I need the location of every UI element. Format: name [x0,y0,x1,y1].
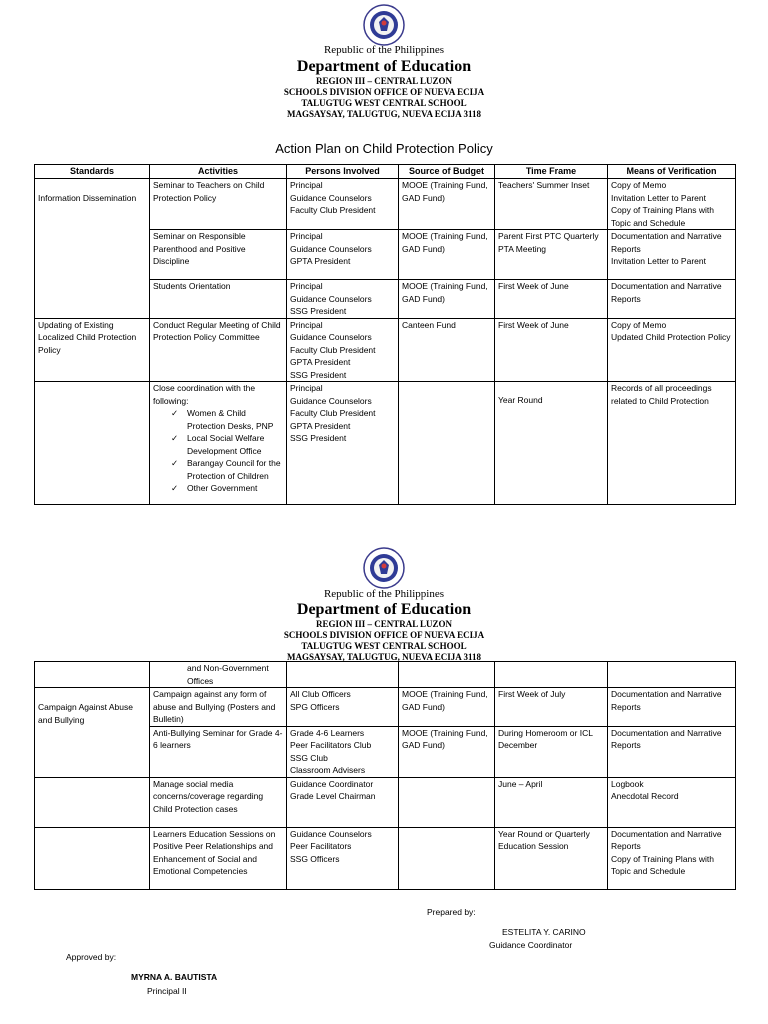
timeframe-cell: Parent First PTC Quarterly PTA Meeting [495,230,608,280]
person-item: Guidance Counselors [290,332,372,342]
deped-seal-logo [363,4,405,46]
coordination-checklist [153,407,283,495]
verification-item: Logbook [611,778,644,789]
address-text: MAGSAYSAY, TALUGTUG, NUEVA ECIJA 3118 [286,109,482,119]
table-row [35,179,736,230]
persons-cell [287,280,399,319]
persons-cell [287,662,399,688]
activity-cell: Conduct Regular Meeting of Child Protection Policy Committee [150,318,287,382]
budget-cell [399,662,495,688]
division-text: SCHOOLS DIVISION OFFICE OF NUEVA ECIJA [283,87,485,97]
timeframe-cell: First Week of June [495,280,608,319]
action-plan-table-page1 [34,164,736,505]
table-row [35,688,736,727]
region-text: REGION III – CENTRAL LUZON [315,619,453,629]
action-plan-table-page2 [34,661,736,890]
budget-cell: MOOE (Training Fund, GAD Fund) [399,280,495,319]
header-verification: Means of Verification [608,165,736,179]
activity-text: Close coordination with the following: [153,383,256,406]
budget-cell: Canteen Fund [399,318,495,382]
school-text: TALUGTUG WEST CENTRAL SCHOOL [301,641,467,651]
checklist-item: ✓ Women & Child Protection Desks, PNP [171,408,274,431]
persons-cell [287,230,399,280]
activity-continuation: and Non-Government Offices [187,663,269,686]
verification-cell [608,777,736,827]
department-title: Department of Education [296,58,472,75]
activity-cell: Seminar on Responsible Parenthood and Positive Discipline [150,230,287,280]
person-item: SSG President [290,306,347,316]
person-item: SSG Club [290,752,328,763]
standard-cell [35,179,150,319]
person-item: SSG Officers [290,853,340,864]
activity-cell [150,382,287,505]
person-item: Guidance Counselors [290,243,372,254]
person-item: Guidance Counselors [290,192,372,203]
budget-cell [399,827,495,889]
timeframe-cell: June – April [495,777,608,827]
address-text: MAGSAYSAY, TALUGTUG, NUEVA ECIJA 3118 [286,652,482,662]
verification-cell [608,318,736,382]
division-text: SCHOOLS DIVISION OFFICE OF NUEVA ECIJA [283,630,485,640]
checklist-item: ✓ Barangay Council for the Protection of Children [171,458,281,481]
verification-item: Invitation Letter to Parent [611,192,706,203]
verification-item: Anecdotal Record [611,791,679,801]
verification-cell [608,179,736,230]
person-item: GPTA President [290,357,351,367]
person-item: Faculty Club President [290,205,376,215]
checkmark-icon: ✓ [171,483,179,493]
verification-cell [608,827,736,889]
verification-item: Copy of Training Plans with Topic and Schedule [611,205,714,228]
persons-cell [287,827,399,889]
timeframe-text: Year Round [498,395,543,405]
budget-cell: MOOE (Training Fund, GAD Fund) [399,726,495,777]
budget-cell: MOOE (Training Fund, GAD Fund) [399,179,495,230]
standard-cell [35,382,150,505]
persons-cell [287,726,399,777]
timeframe-cell: First Week of July [495,688,608,727]
department-title: Department of Education [296,601,472,618]
approved-by-label: Approved by: [66,952,117,962]
table-row [35,382,736,505]
header-persons: Persons Involved [287,165,399,179]
person-item: SPG Officers [290,701,340,712]
person-item: Guidance Counselors [290,293,372,304]
budget-cell: MOOE (Training Fund, GAD Fund) [399,688,495,727]
timeframe-cell: Year Round or Quarterly Education Session [495,827,608,889]
checkmark-icon: ✓ [171,458,179,468]
person-item: Faculty Club President [290,408,376,418]
verification-cell [608,230,736,280]
timeframe-cell [495,662,608,688]
verification-item: Copy of Memo [611,180,667,190]
verification-cell: Documentation and Narrative Reports [608,726,736,777]
school-text: TALUGTUG WEST CENTRAL SCHOOL [301,98,467,108]
table-header-row [35,165,736,179]
document-title: Action Plan on Child Protection Policy [275,141,493,156]
person-item: Peer Facilitators [290,841,352,851]
person-item: Classroom Advisers [290,765,366,775]
person-item: Guidance Counselors [290,828,372,839]
table-row [35,777,736,827]
standard-cell: Updating of Existing Localized Child Protection Policy [35,318,150,382]
person-item: SSG President [290,369,347,380]
prepared-by-label: Prepared by: [427,907,476,917]
person-item: Peer Facilitators Club [290,740,372,750]
table-row [35,318,736,382]
budget-cell: MOOE (Training Fund, GAD Fund) [399,230,495,280]
person-item: Guidance Counselors [290,395,372,406]
republic-text: Republic of the Philippines [323,588,445,600]
activity-cell: Anti-Bullying Seminar for Grade 4-6 learners [150,726,287,777]
prepared-by-name: ESTELITA Y. CARINO [502,927,586,937]
person-item: Guidance Coordinator [290,778,374,789]
activity-cell [150,662,287,688]
timeframe-cell: Teachers' Summer Inset [495,179,608,230]
persons-cell [287,382,399,505]
approved-by-name: MYRNA A. BAUTISTA [131,972,218,982]
person-item: Grade Level Chairman [290,791,376,801]
table-row [35,662,736,688]
person-item: All Club Officers [290,689,351,699]
person-item: Principal [290,180,323,190]
header-budget: Source of Budget [399,165,495,179]
persons-cell [287,179,399,230]
verification-item: Copy of Memo [611,319,667,330]
person-item: Principal [290,231,323,241]
approved-by-title: Principal II [147,986,187,996]
checkmark-icon: ✓ [171,433,179,443]
person-item: Principal [290,281,323,291]
budget-cell [399,777,495,827]
verification-item: Documentation and Narrative Reports [611,231,722,254]
republic-text: Republic of the Philippines [323,44,445,56]
verification-item: Updated Child Protection Policy [611,332,731,342]
standard-cell [35,777,150,827]
verification-cell [608,280,736,319]
standard-text: Information Dissemination [38,193,137,203]
person-item: Principal [290,319,323,330]
verification-item: Documentation and Narrative Reports [611,281,722,304]
person-item: Principal [290,383,323,393]
verification-item: Invitation Letter to Parent [611,256,706,266]
activity-cell: Seminar to Teachers on Child Protection Policy [150,179,287,230]
timeframe-cell: First Week of June [495,318,608,382]
header-activities: Activities [150,165,287,179]
timeframe-cell [495,382,608,505]
verification-item: Documentation and Narrative Reports [611,828,722,851]
activity-cell: Campaign against any form of abuse and Bullying (Posters and Bulletin) [150,688,287,727]
person-item: GPTA President [290,256,351,266]
persons-cell [287,777,399,827]
standard-text: Campaign Against Abuse and Bullying [38,702,133,725]
header-standards: Standards [35,165,150,179]
verification-cell: Records of all proceedings related to Child Protection [608,382,736,505]
person-item: SSG President [290,433,347,443]
deped-seal-logo [363,547,405,589]
table-row [35,827,736,889]
person-item: Grade 4-6 Learners [290,727,365,738]
checkmark-icon: ✓ [171,408,179,418]
standard-cell [35,827,150,889]
timeframe-cell: During Homeroom or ICL December [495,726,608,777]
checklist-item: ✓ Other Government [171,483,258,493]
verification-cell: Documentation and Narrative Reports [608,688,736,727]
header-timeframe: Time Frame [495,165,608,179]
verification-item: Copy of Training Plans with Topic and Schedule [611,853,714,876]
person-item: Faculty Club President [290,344,376,355]
standard-cell [35,688,150,778]
budget-cell [399,382,495,505]
prepared-by-title: Guidance Coordinator [489,940,573,950]
person-item: GPTA President [290,420,351,431]
activity-cell: Learners Education Sessions on Positive Peer Relationships and Enhancement of Social and Emotional Competencies [150,827,287,889]
persons-cell [287,688,399,727]
checklist-item: ✓ Local Social Welfare Development Office [171,433,265,456]
activity-cell: Students Orientation [150,280,287,319]
standard-cell [35,662,150,688]
activity-cell: Manage social media concerns/coverage regarding Child Protection cases [150,777,287,827]
region-text: REGION III – CENTRAL LUZON [315,76,453,86]
verification-cell [608,662,736,688]
persons-cell [287,318,399,382]
